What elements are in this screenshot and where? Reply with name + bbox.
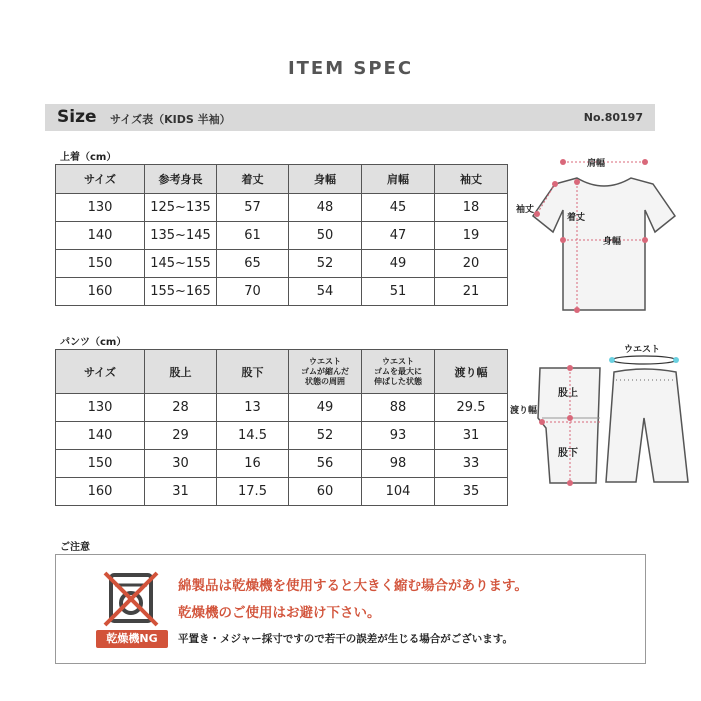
tshirt-diagram — [515, 150, 695, 320]
table-header-row — [56, 350, 508, 394]
table-cell: 60 — [289, 478, 362, 506]
table-cell: 160 — [56, 478, 145, 506]
thigh-marker — [539, 419, 545, 425]
inseam-label: 股下 — [558, 448, 578, 459]
pants-size-table — [55, 349, 508, 506]
table-cell: 17.5 — [217, 478, 289, 506]
table-cell: 65 — [217, 250, 289, 278]
table-row — [56, 278, 508, 306]
rise-label: 股上 — [558, 388, 578, 399]
length-marker — [574, 179, 580, 185]
dryer-ng-badge: 乾燥機NG — [96, 630, 168, 648]
length-marker — [574, 307, 580, 313]
table-cell: 140 — [56, 422, 145, 450]
table-cell: 16 — [217, 450, 289, 478]
width-label: 身幅 — [603, 237, 622, 247]
column-header: 着丈 — [217, 165, 289, 194]
size-label: Size — [57, 107, 97, 127]
table-cell: 93 — [362, 422, 435, 450]
tops-size-table — [55, 164, 508, 306]
width-marker — [560, 237, 566, 243]
table-cell: 14.5 — [217, 422, 289, 450]
table-cell: 47 — [362, 222, 435, 250]
page-title: ITEM SPEC — [287, 58, 414, 79]
table-cell: 45 — [362, 194, 435, 222]
column-header: 渡り幅 — [435, 350, 508, 394]
no-dryer-icon — [101, 569, 163, 629]
table-cell: 88 — [362, 394, 435, 422]
table-cell: 125~135 — [145, 194, 217, 222]
size-header-bar — [45, 104, 655, 131]
tops-section-label: 上着（cm） — [60, 152, 117, 163]
shoulder-label: 肩幅 — [587, 159, 606, 169]
notice-box — [55, 554, 646, 664]
table-cell: 29 — [145, 422, 217, 450]
column-header: 袖丈 — [435, 165, 508, 194]
table-cell: 145~155 — [145, 250, 217, 278]
table-row — [56, 194, 508, 222]
column-header: ウエスト ゴムを最大に 伸ばした状態 — [362, 350, 435, 394]
pants-diagram — [508, 338, 698, 498]
rise-marker — [567, 365, 573, 371]
table-cell: 51 — [362, 278, 435, 306]
table-cell: 130 — [56, 394, 145, 422]
table-cell: 48 — [289, 194, 362, 222]
table-cell: 21 — [435, 278, 508, 306]
column-header: サイズ — [56, 350, 145, 394]
table-cell: 28 — [145, 394, 217, 422]
notice-measurement-note: 平置き・メジャー採寸ですので若干の誤差が生じる場合がございます。 — [178, 633, 513, 645]
table-cell: 104 — [362, 478, 435, 506]
column-header: 身幅 — [289, 165, 362, 194]
table-row — [56, 450, 508, 478]
shoulder-marker — [560, 159, 566, 165]
table-cell: 54 — [289, 278, 362, 306]
table-cell: 57 — [217, 194, 289, 222]
pants-section-label: パンツ（cm） — [60, 337, 127, 348]
table-cell: 135~145 — [145, 222, 217, 250]
waist-label: ウエスト — [624, 345, 661, 355]
column-header: 参考身長 — [145, 165, 217, 194]
sleeve-label: 袖丈 — [516, 205, 535, 215]
waist-ellipse — [612, 356, 676, 364]
table-cell: 70 — [217, 278, 289, 306]
table-cell: 61 — [217, 222, 289, 250]
table-cell: 13 — [217, 394, 289, 422]
notice-section-label: ご注意 — [60, 542, 90, 553]
table-cell: 29.5 — [435, 394, 508, 422]
table-cell: 140 — [56, 222, 145, 250]
table-row — [56, 394, 508, 422]
sleeve-marker — [534, 211, 540, 217]
table-cell: 130 — [56, 194, 145, 222]
table-row — [56, 422, 508, 450]
table-cell: 98 — [362, 450, 435, 478]
inseam-marker — [567, 480, 573, 486]
length-label: 着丈 — [567, 213, 586, 223]
table-cell: 49 — [289, 394, 362, 422]
width-marker — [642, 237, 648, 243]
table-cell: 35 — [435, 478, 508, 506]
notice-warning-line: 綿製品は乾燥機を使用すると大きく縮む場合があります。 — [178, 578, 528, 594]
column-header: 肩幅 — [362, 165, 435, 194]
table-cell: 20 — [435, 250, 508, 278]
table-cell: 31 — [435, 422, 508, 450]
size-subtitle: サイズ表（KIDS 半袖） — [110, 113, 231, 126]
notice-warning-line: 乾燥機のご使用はお避け下さい。 — [178, 605, 381, 621]
table-cell: 52 — [289, 250, 362, 278]
product-number: No.80197 — [583, 111, 643, 124]
table-cell: 30 — [145, 450, 217, 478]
waist-marker — [609, 357, 615, 363]
waist-marker — [673, 357, 679, 363]
dryer-drum-icon — [121, 593, 141, 613]
table-cell: 56 — [289, 450, 362, 478]
table-row — [56, 478, 508, 506]
table-row — [56, 222, 508, 250]
pants-side-outline — [538, 368, 600, 483]
table-cell: 150 — [56, 250, 145, 278]
column-header: 股上 — [145, 350, 217, 394]
sleeve-marker — [552, 181, 558, 187]
table-cell: 18 — [435, 194, 508, 222]
shoulder-marker — [642, 159, 648, 165]
table-cell: 33 — [435, 450, 508, 478]
table-cell: 49 — [362, 250, 435, 278]
table-cell: 150 — [56, 450, 145, 478]
table-cell: 52 — [289, 422, 362, 450]
rise-marker — [567, 415, 573, 421]
table-cell: 160 — [56, 278, 145, 306]
column-header: 股下 — [217, 350, 289, 394]
table-cell: 50 — [289, 222, 362, 250]
thigh-label: 渡り幅 — [510, 406, 538, 416]
table-cell: 19 — [435, 222, 508, 250]
column-header: サイズ — [56, 165, 145, 194]
table-header-row — [56, 165, 508, 194]
column-header: ウエスト ゴムが縮んだ 状態の周囲 — [289, 350, 362, 394]
table-cell: 31 — [145, 478, 217, 506]
pants-front-outline — [606, 369, 688, 482]
table-row — [56, 250, 508, 278]
table-cell: 155~165 — [145, 278, 217, 306]
